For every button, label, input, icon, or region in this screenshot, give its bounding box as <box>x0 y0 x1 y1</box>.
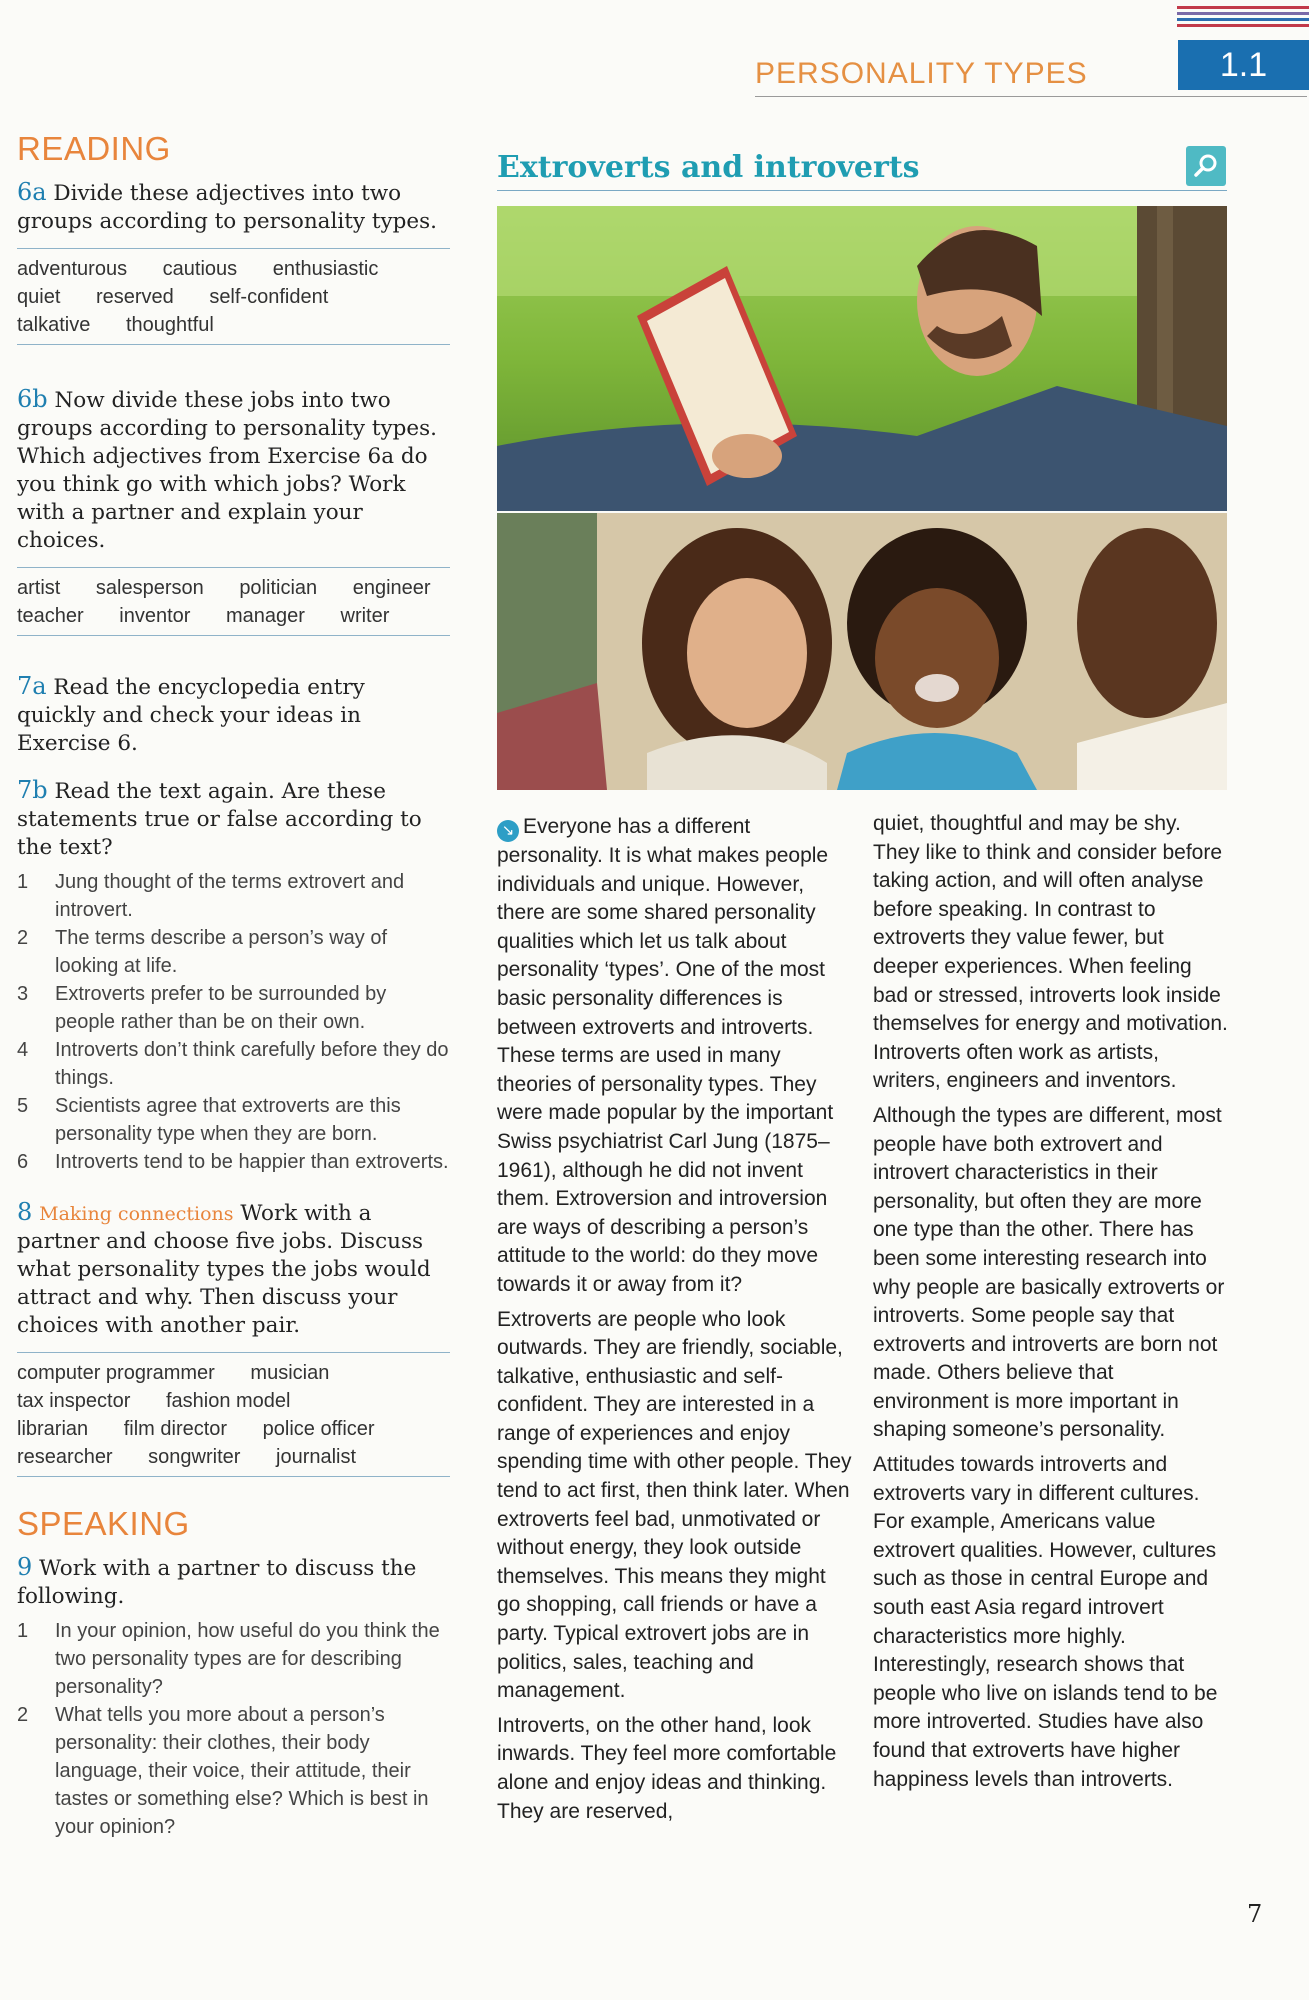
exercise-7b <box>17 776 450 862</box>
word-item: musician <box>250 1362 330 1384</box>
item-text: Introverts tend to be happier than extroverts. <box>55 1151 449 1173</box>
header-rule <box>755 96 1307 97</box>
exercise-number: 9 <box>17 1553 33 1581</box>
word-item: engineer <box>352 577 431 599</box>
item-text: Jung thought of the terms extrovert and introvert. <box>55 871 405 921</box>
item-text: What tells you more about a person’s personality: their clothes, their body language, their voice, their attitude, their tastes or something else? Which is best in your opinion? <box>55 1704 429 1838</box>
exercise-instruction: Divide these adjectives into two groups according to personality types. <box>17 181 438 234</box>
word-item: tax inspector <box>17 1390 131 1412</box>
exercise-number: 7b <box>17 776 48 804</box>
article-paragraph: Attitudes towards introverts and extroverts vary in different cultures. For example, Americans value extrovert qualities. However, cultures such as those in central Europe and south east Asia regard introvert characteristics more highly. Interestingly, research shows that people who live on islands tend to be more introverted. Studies have also found that extroverts have higher happiness levels than introverts. <box>873 1453 1218 1791</box>
exercise-7a <box>17 672 450 758</box>
word-item: inventor <box>119 605 191 627</box>
speaking-heading: SPEAKING <box>17 1505 190 1542</box>
list-item <box>17 868 450 924</box>
list-item <box>17 1701 450 1841</box>
exercise-9 <box>17 1553 450 1611</box>
item-text: Scientists agree that extroverts are this personality type when they are born. <box>55 1095 401 1145</box>
word-item: manager <box>226 605 305 627</box>
item-number: 1 <box>17 1620 29 1642</box>
article-title: Extroverts and introverts <box>497 150 920 185</box>
page-number: 7 <box>1247 1900 1263 1928</box>
item-text: Extroverts prefer to be surrounded by people rather than be on their own. <box>55 983 387 1033</box>
item-number: 1 <box>17 871 29 893</box>
item-text: The terms describe a person’s way of looking at life. <box>55 927 388 977</box>
jobs-box <box>17 567 450 636</box>
article-rule <box>497 190 1227 191</box>
article-paragraph: quiet, thoughtful and may be shy. They like to think and consider before taking action, and will often analyse before speaking. In contrast to extroverts they value fewer, but deeper experiences. When feeling bad or stressed, introverts look inside themselves for energy and motivation. Introverts often work as artists, writers, engineers and inventors. <box>873 812 1228 1093</box>
jobs2-box <box>17 1352 450 1477</box>
exercise-number: 7a <box>17 672 47 700</box>
word-item: artist <box>17 577 61 599</box>
skill-tag: Making connections <box>39 1203 234 1225</box>
unit-title: PERSONALITY TYPES <box>755 57 1088 90</box>
word-item: adventurous <box>17 258 128 280</box>
list-item <box>17 980 450 1036</box>
questions-list <box>17 1617 450 1841</box>
list-item <box>17 1092 450 1148</box>
article-column-1 <box>497 813 852 1832</box>
list-item <box>17 1148 450 1176</box>
item-number: 2 <box>17 1704 29 1726</box>
exercise-number: 8 <box>17 1198 33 1226</box>
word-item: librarian <box>17 1418 89 1440</box>
list-item <box>17 924 450 980</box>
word-item: fashion model <box>165 1390 291 1412</box>
word-item: self-confident <box>209 286 329 308</box>
word-item: police officer <box>262 1418 375 1440</box>
item-number: 2 <box>17 927 29 949</box>
article-paragraph: Introverts, on the other hand, look inwards. They feel more comfortable alone and enjoy ideas and thinking. They are reserved, <box>497 1713 837 1823</box>
word-item: cautious <box>162 258 238 280</box>
list-item <box>17 1036 450 1092</box>
header-stripes <box>1177 6 1309 32</box>
exercise-number: 6b <box>17 385 48 413</box>
word-item: writer <box>340 605 390 627</box>
exercise-instruction: Work with a partner and choose five jobs. Discuss what personality types the jobs would attract and why. Then discuss your choices with another pair. <box>17 1201 431 1338</box>
article-paragraph: Although the types are different, most people have both extrovert and introvert characteristics in their personality, but often they are more one type than the other. There has been some interesting research into why people are basically extroverts or introverts. Some people say that extroverts and introverts are born not made. Others believe that environment is more important in shaping someone’s personality. <box>873 1103 1225 1442</box>
item-text: Introverts don’t think carefully before they do things. <box>55 1039 449 1089</box>
exercise-6a <box>17 178 450 236</box>
photo-friends-laughing <box>497 513 1227 790</box>
word-item: journalist <box>276 1446 357 1468</box>
item-number: 5 <box>17 1095 29 1117</box>
exercise-instruction: Now divide these jobs into two groups according to personality types. Which adjectives from Exercise 6a do you think go with which jobs? Work with a partner and explain your choices. <box>17 388 438 553</box>
list-item <box>17 1617 450 1701</box>
item-number: 3 <box>17 983 29 1005</box>
word-item: quiet <box>17 286 61 308</box>
item-number: 4 <box>17 1039 29 1061</box>
statements-list <box>17 868 450 1176</box>
word-item: songwriter <box>148 1446 241 1468</box>
word-item: talkative <box>17 314 91 336</box>
word-item: thoughtful <box>125 314 214 336</box>
adjectives-box <box>17 248 450 345</box>
article-paragraph: Extroverts are people who look outwards. They are friendly, sociable, talkative, enthusiastic and self-confident. They are interested in a range of experiences and enjoy spending time with other people. They tend to act first, then think later. When extroverts feel bad, unmotivated or without energy, they look outside themselves. This means they might go shopping, call friends or have a party. Typical extrovert jobs are in politics, sales, teaching and management. <box>497 1307 852 1703</box>
word-item: computer programmer <box>17 1362 215 1384</box>
exercise-instruction: Read the encyclopedia entry quickly and check your ideas in Exercise 6. <box>17 675 365 756</box>
article-paragraph <box>497 813 852 1300</box>
magnifier-icon <box>1186 146 1226 186</box>
reading-heading: READING <box>17 130 171 167</box>
article-column-2 <box>873 810 1228 1800</box>
arrow-icon: ↘ <box>497 820 519 842</box>
word-item: teacher <box>17 605 84 627</box>
photo-man-reading <box>497 206 1227 511</box>
paragraph-text: Everyone has a different personality. It is what makes people individuals and unique. However, there are some shared personality qualities which let us talk about personality ‘types’. One of the most basic personality differences is between extroverts and introverts. These terms are used in many theories of personality types. They were made popular by the important Swiss psychiatrist Carl Jung (1875–1961), although he did not invent them. Extroversion and introversion are ways of describing a person’s attitude to the world: do they move towards it or away from it? <box>497 815 834 1296</box>
word-item: enthusiastic <box>272 258 379 280</box>
word-item: politician <box>239 577 318 599</box>
exercise-instruction: Work with a partner to discuss the following. <box>17 1556 417 1609</box>
exercise-number: 6a <box>17 178 47 206</box>
unit-badge: 1.1 <box>1178 40 1309 90</box>
exercise-instruction: Read the text again. Are these statements true or false according to the text? <box>17 779 422 860</box>
exercise-6b <box>17 385 450 555</box>
word-item: film director <box>123 1418 228 1440</box>
exercises-column <box>17 130 450 1841</box>
item-text: In your opinion, how useful do you think the two personality types are for describing personality? <box>55 1620 440 1698</box>
item-number: 6 <box>17 1151 29 1173</box>
exercise-8 <box>17 1198 450 1340</box>
word-item: researcher <box>17 1446 113 1468</box>
word-item: reserved <box>95 286 174 308</box>
word-item: salesperson <box>95 577 204 599</box>
